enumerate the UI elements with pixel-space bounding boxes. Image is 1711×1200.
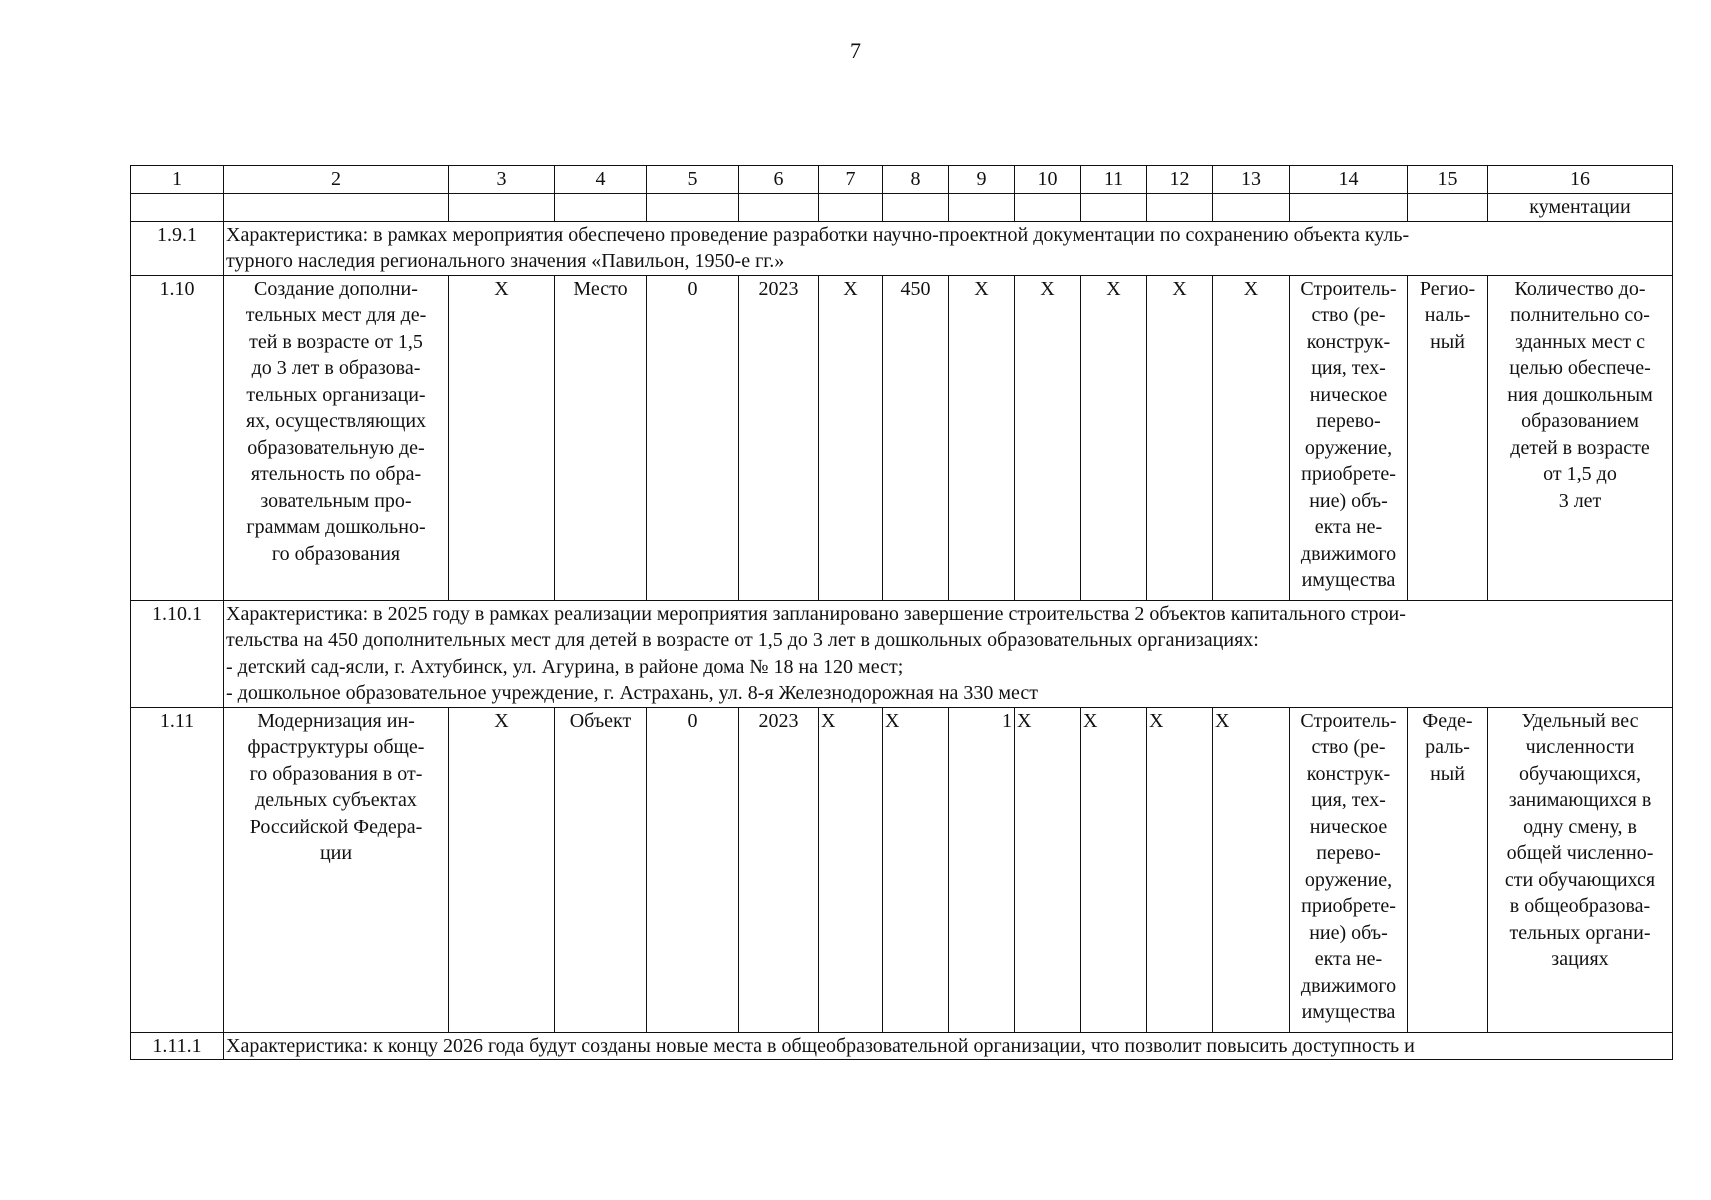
name-line: до 3 лет в образова- [251,357,421,379]
empty-cell [647,193,739,221]
type-line: ническое [1309,383,1388,406]
name-line: ях, осуществляющих [245,410,427,432]
header-cell: 2 [224,166,449,194]
indicator-line: численности [1525,736,1635,758]
continuation-row [131,193,1673,221]
empty-cell [739,193,819,221]
indicator-line: Удельный вес [1521,709,1639,732]
name-line: го образования в от- [249,762,423,785]
name-line: тельных организаци- [246,383,426,406]
type-line: движимого [1300,542,1397,565]
cell-col13: X [1213,275,1290,600]
row-id: 1.9.1 [131,221,224,275]
measure-type-cell [1290,707,1408,1032]
cell-col7: X [819,275,883,600]
characteristic-text [224,1032,1673,1060]
indicator-line: детей в возрасте [1510,436,1650,459]
characteristic-text [224,221,1673,275]
name-line: образовательную де- [247,436,425,459]
row-id: 1.10.1 [131,600,224,707]
row-id: 1.11 [131,707,224,1032]
cell-col8: X [883,707,949,1032]
empty-cell [1147,193,1213,221]
indicator-line: общей численно- [1506,842,1654,864]
level-line: Феде- [1422,709,1473,732]
indicator-line: занимающихся в [1508,789,1652,811]
type-line: ство (ре- [1311,304,1386,326]
column-number-row [131,166,1673,194]
text-line: Характеристика: в рамках мероприятия обеспечено проведение разработки научно-проектной документации по сохранению объекта куль- [226,223,1410,246]
header-cell: 1 [131,166,224,194]
level-line: наль- [1424,304,1471,326]
type-line: конструк- [1306,762,1391,785]
text-line: Характеристика: в 2025 году в рамках реализации мероприятия запланировано завершение строительства 2 объектов капитального строи- [226,602,1406,625]
cell-col10: X [1015,275,1081,600]
type-line: имущества [1301,569,1396,591]
type-line: екта не- [1314,516,1383,538]
indicator-line: одну смену, в [1523,815,1637,838]
level-cell [1408,707,1488,1032]
empty-cell [1213,193,1290,221]
type-line: движимого [1300,974,1397,997]
header-cell: 14 [1290,166,1408,194]
empty-cell [949,193,1015,221]
header-cell: 7 [819,166,883,194]
header-cell: 6 [739,166,819,194]
base-year-cell: 2023 [739,275,819,600]
empty-cell [1015,193,1081,221]
header-cell: 9 [949,166,1015,194]
indicator-line: 3 лет [1558,489,1602,512]
header-cell: 15 [1408,166,1488,194]
type-line: Строитель- [1300,709,1397,732]
empty-cell [449,193,555,221]
cell-col13: X [1213,707,1290,1032]
text-line: - дошкольное образовательное учреждение, г. Астрахань, ул. 8-я Железнодорожная на 330 мест [226,682,1039,704]
type-line: ническое [1309,815,1388,838]
unit-cell: Место [555,275,647,600]
empty-cell [131,193,224,221]
indicator-line: полнительно со- [1510,304,1650,326]
characteristic-row-1-9-1 [131,221,1673,275]
type-line: Строитель- [1300,277,1397,300]
name-line: Модернизация ин- [257,709,415,732]
indicator-line: целью обеспече- [1509,357,1651,379]
indicator-line: Количество до- [1514,277,1646,300]
text-line: Характеристика: к концу 2026 года будут созданы новые места в общеобразовательной организации, что позволит повысить доступность и [226,1034,1415,1057]
measure-type-cell [1290,275,1408,600]
header-cell: 10 [1015,166,1081,194]
indicator-line: от 1,5 до [1543,463,1617,485]
measure-row-1-11 [131,707,1673,1032]
characteristic-row-1-11-1 [131,1032,1673,1060]
type-line: приобрете- [1301,895,1396,917]
cell-col9: X [949,275,1015,600]
name-line: го образования [271,542,401,565]
type-line: ция, тех- [1311,789,1386,811]
indicator-line: ния дошкольным [1507,383,1653,406]
page-number: 7 [850,38,861,63]
continuation-text: кументации [1488,193,1673,221]
indicator-line: тельных органи- [1509,921,1651,944]
cell-col8: 450 [883,275,949,600]
indicator-cell [1488,275,1673,600]
header-cell: 16 [1488,166,1673,194]
name-line: ции [319,842,353,864]
indicator-line: зациях [1551,948,1609,970]
name-line: дельных субъектах [255,789,417,811]
type-line: перево- [1316,842,1381,864]
program-table [130,165,1673,1060]
name-line: тей в возрасте от 1,5 [249,330,423,353]
cell-col11: X [1081,707,1147,1032]
empty-cell [1290,193,1408,221]
row-id: 1.10 [131,275,224,600]
header-cell: 11 [1081,166,1147,194]
indicator-cell [1488,707,1673,1032]
cell-col10: X [1015,707,1081,1032]
indicator-line: обучающихся, [1519,762,1641,785]
empty-cell [819,193,883,221]
name-line: Создание дополни- [254,277,418,300]
measure-name [224,275,449,600]
measure-row-1-10 [131,275,1673,600]
indicator-line: образованием [1521,410,1639,432]
empty-cell [1408,193,1488,221]
header-cell: 3 [449,166,555,194]
type-line: оружение, [1304,436,1393,459]
type-line: ция, тех- [1311,357,1386,379]
indicator-line: зданных мест с [1515,330,1645,353]
header-cell: 5 [647,166,739,194]
level-line: раль- [1425,736,1470,758]
cell-col7: X [819,707,883,1032]
base-value-cell: 0 [647,707,739,1032]
type-line: приобрете- [1301,463,1396,485]
type-line: имущества [1301,1001,1396,1023]
unit-cell: Объект [555,707,647,1032]
name-line: Российской Федера- [249,815,423,838]
text-line: турного наследия регионального значения «Павильон, 1950-е гг.» [226,250,785,272]
cell-col12: X [1147,275,1213,600]
empty-cell [883,193,949,221]
cell-col3: X [449,275,555,600]
header-cell: 13 [1213,166,1290,194]
level-line: Регио- [1419,277,1476,300]
header-cell: 12 [1147,166,1213,194]
type-line: конструк- [1306,330,1391,353]
header-cell: 8 [883,166,949,194]
base-year-cell: 2023 [739,707,819,1032]
indicator-line: сти обучающихся [1504,868,1656,891]
name-line: зовательным про- [260,489,412,512]
level-cell [1408,275,1488,600]
type-line: оружение, [1304,868,1393,891]
empty-cell [224,193,449,221]
cell-col12: X [1147,707,1213,1032]
type-line: ство (ре- [1311,736,1386,758]
text-line: тельства на 450 дополнительных мест для детей в возрасте от 1,5 до 3 лет в дошкольных образовательных организациях: [226,629,1259,651]
cell-col11: X [1081,275,1147,600]
cell-col9: 1 [949,707,1015,1032]
type-line: ние) объ- [1309,489,1388,512]
name-line: тельных мест для де- [245,304,427,326]
indicator-line: в общеобразова- [1509,895,1651,917]
name-line: фраструктуры обще- [247,736,425,758]
type-line: ние) объ- [1309,921,1388,944]
characteristic-text [224,600,1673,707]
measure-name [224,707,449,1032]
type-line: екта не- [1314,948,1383,970]
characteristic-row-1-10-1 [131,600,1673,707]
level-line: ный [1430,330,1465,353]
text-line: - детский сад-ясли, г. Ахтубинск, ул. Агурина, в районе дома № 18 на 120 мест; [226,655,904,678]
row-id: 1.11.1 [131,1032,224,1060]
base-value-cell: 0 [647,275,739,600]
cell-col3: X [449,707,555,1032]
empty-cell [555,193,647,221]
name-line: ятельность по обра- [250,463,422,485]
name-line: граммам дошкольно- [246,516,426,538]
level-line: ный [1430,762,1465,785]
header-cell: 4 [555,166,647,194]
empty-cell [1081,193,1147,221]
type-line: перево- [1316,410,1381,432]
